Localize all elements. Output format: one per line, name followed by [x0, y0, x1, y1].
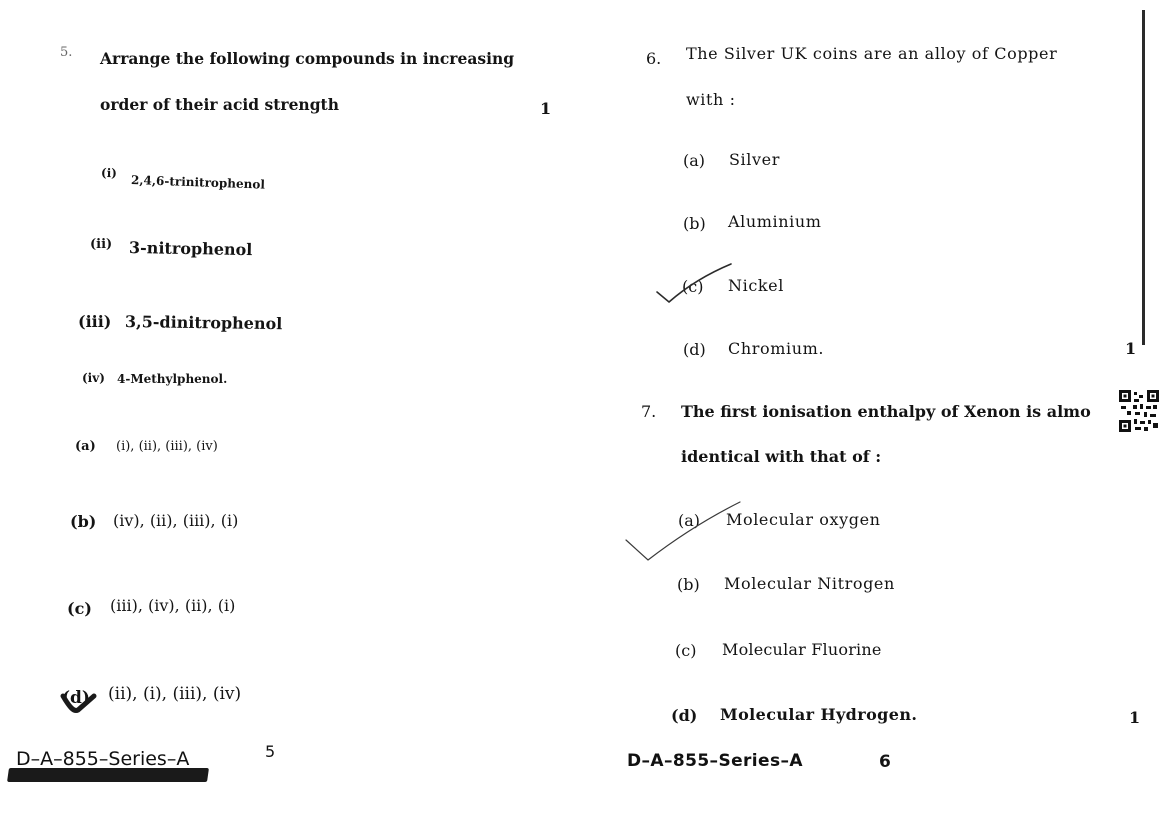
- q7-option-c-text: Molecular Fluorine: [722, 640, 882, 659]
- q6-option-c-label: (c): [682, 277, 704, 296]
- q6-option-d-label: (d): [683, 340, 706, 359]
- q5-number: 5.: [60, 45, 73, 60]
- q6-option-d-text: Chromium.: [728, 339, 825, 358]
- checkmark-q6-c: [655, 262, 735, 306]
- q6-option-a-text: Silver: [729, 150, 780, 169]
- q5-option-d-text: (ii), (i), (iii), (iv): [108, 684, 242, 704]
- q7-number: 7.: [641, 402, 657, 421]
- q7-option-c-label: (c): [675, 641, 697, 660]
- q5-item-2-text: 3-nitrophenol: [128, 238, 253, 260]
- q7-option-b-label: (b): [677, 575, 700, 594]
- q5-option-c-text: (iii), (iv), (ii), (i): [110, 596, 236, 615]
- q5-marks: 1: [540, 99, 552, 118]
- q5-item-3-text: 3,5-dinitrophenol: [124, 312, 283, 334]
- q6-option-c-text: Nickel: [728, 276, 784, 295]
- q5-item-1-text: 2,4,6-trinitrophenol: [130, 173, 266, 192]
- q5-stem-line1: Arrange the following compounds in increasing: [100, 49, 515, 68]
- q5-option-a-text: (i), (ii), (iii), (iv): [116, 439, 218, 454]
- scan-smudge: [7, 768, 209, 782]
- q6-number: 6.: [646, 49, 662, 68]
- q5-item-4-text: 4-Methylphenol.: [117, 372, 228, 386]
- q6-option-a-label: (a): [683, 151, 706, 170]
- q6-stem-line2: with :: [686, 90, 736, 109]
- q5-option-a-label: (a): [75, 439, 96, 454]
- left-footer-series: D–A–855–Series–A: [16, 748, 190, 770]
- q7-option-a-label: (a): [678, 511, 701, 530]
- q7-option-b-text: Molecular Nitrogen: [724, 574, 895, 593]
- q7-stem-line1: The first ionisation enthalpy of Xenon is almo: [681, 402, 1091, 421]
- q7-option-d-text: Molecular Hydrogen.: [720, 705, 918, 724]
- q7-marks: 1: [1129, 708, 1141, 727]
- qr-code-icon: [1119, 390, 1159, 432]
- q5-item-2-label: (ii): [90, 237, 113, 252]
- q5-stem-line2: order of their acid strength: [100, 95, 339, 114]
- scribble-mark-q5-d: [60, 686, 100, 716]
- q7-stem-line2: identical with that of :: [681, 447, 882, 466]
- q5-item-3-label: (iii): [78, 312, 112, 331]
- right-footer-series: D–A–855–Series–A: [627, 751, 803, 771]
- q5-option-b-label: (b): [70, 512, 97, 531]
- q6-marks: 1: [1125, 339, 1137, 358]
- q5-option-d-label: (d): [62, 688, 90, 708]
- q7-option-a-text: Molecular oxygen: [726, 510, 881, 529]
- q6-stem-line1: The Silver UK coins are an alloy of Copper: [686, 44, 1058, 63]
- q6-option-b-label: (b): [683, 214, 706, 233]
- right-page-number: 6: [879, 752, 891, 772]
- q6-option-b-text: Aluminium: [728, 212, 822, 231]
- checkmark-q7-a: [624, 500, 744, 564]
- q5-item-4-label: (iv): [82, 371, 105, 385]
- page-edge-line: [1142, 10, 1145, 345]
- q7-option-d-label: (d): [671, 706, 698, 725]
- q5-option-b-text: (iv), (ii), (iii), (i): [113, 511, 239, 530]
- left-page-number: 5: [265, 742, 276, 761]
- q5-item-1-label: (i): [100, 165, 118, 181]
- q5-option-c-label: (c): [67, 599, 92, 618]
